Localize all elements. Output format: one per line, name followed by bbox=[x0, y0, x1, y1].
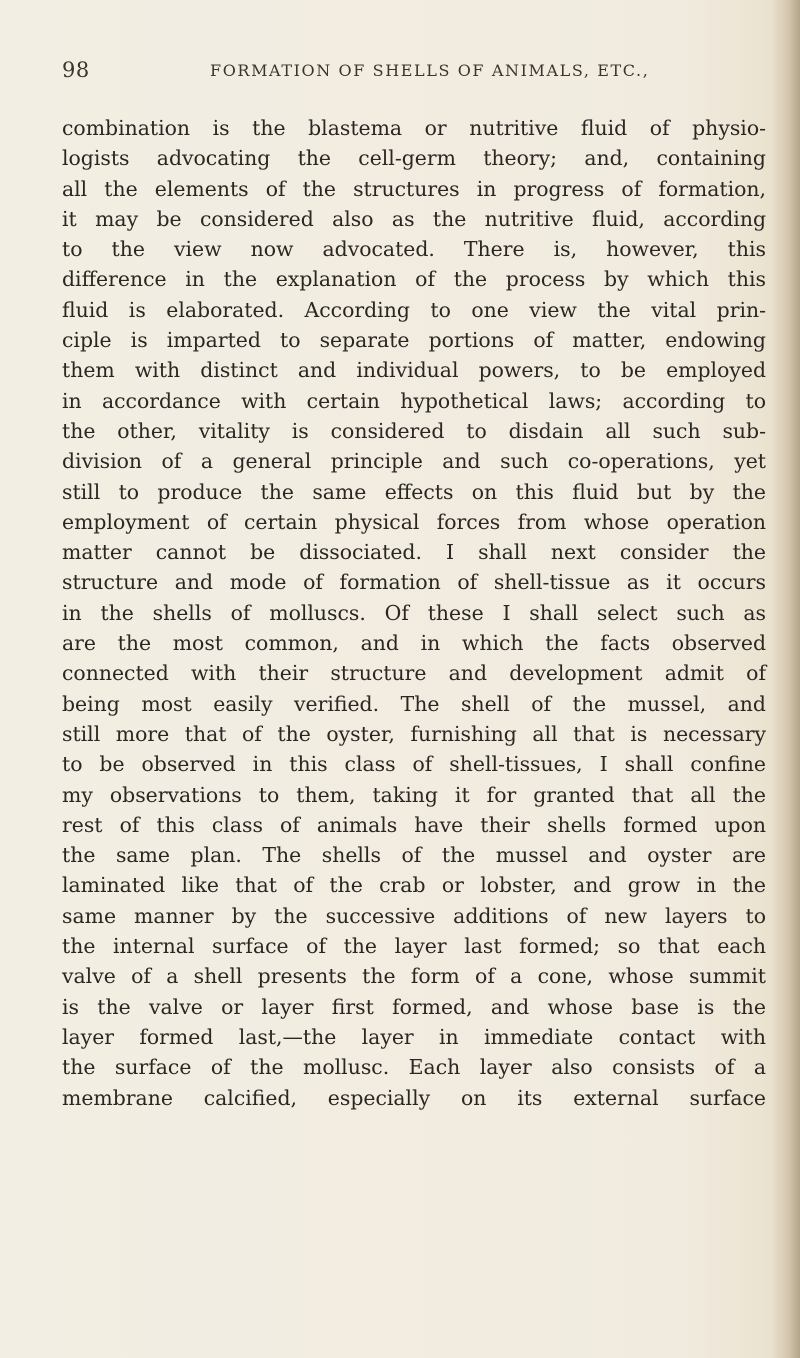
text-line: the other, vitality is considered to disdain all such sub- bbox=[62, 418, 766, 443]
text-line: them with distinct and individual powers, to be employed bbox=[62, 358, 766, 383]
text-line: to be observed in this class of shell-tissues, I shall confine bbox=[62, 752, 766, 777]
text-line: is the valve or layer first formed, and whose base is the bbox=[62, 994, 766, 1019]
text-line: the surface of the mollusc. Each layer also consists of a bbox=[62, 1055, 766, 1080]
text-line: the same plan. The shells of the mussel and oyster are bbox=[62, 843, 766, 868]
text-line: structure and mode of formation of shell-tissue as it occurs bbox=[62, 570, 766, 595]
body-paragraph bbox=[62, 113, 766, 1113]
text-line: all the elements of the structures in progress of formation, bbox=[62, 176, 766, 201]
text-line: laminated like that of the crab or lobster, and grow in the bbox=[62, 873, 766, 898]
text-line: valve of a shell presents the form of a cone, whose summit bbox=[62, 964, 766, 989]
page-number: 98 bbox=[62, 58, 90, 82]
text-line: to the view now advocated. There is, however, this bbox=[62, 237, 766, 262]
text-line: membrane calcified, especially on its external surface bbox=[62, 1085, 766, 1110]
text-line: ciple is imparted to separate portions of matter, endowing bbox=[62, 328, 766, 353]
text-line: employment of certain physical forces from whose operation bbox=[62, 509, 766, 534]
text-line: rest of this class of animals have their shells formed upon bbox=[62, 812, 766, 837]
text-line: connected with their structure and development admit of bbox=[62, 661, 766, 686]
text-line: difference in the explanation of the process by which this bbox=[62, 267, 766, 292]
text-line: are the most common, and in which the facts observed bbox=[62, 631, 766, 656]
text-line: division of a general principle and such co-operations, yet bbox=[62, 449, 766, 474]
text-line: logists advocating the cell-germ theory; and, containing bbox=[62, 146, 766, 171]
text-line: in accordance with certain hypothetical laws; according to bbox=[62, 388, 766, 413]
page-edge-shadow bbox=[772, 0, 800, 1358]
text-line: still more that of the oyster, furnishing all that is necessary bbox=[62, 721, 766, 746]
text-line: combination is the blastema or nutritive fluid of physio- bbox=[62, 116, 766, 140]
text-line: the internal surface of the layer last formed; so that each bbox=[62, 934, 766, 959]
text-line: being most easily verified. The shell of the mussel, and bbox=[62, 691, 766, 716]
text-line: in the shells of molluscs. Of these I shall select such as bbox=[62, 600, 766, 625]
text-line: same manner by the successive additions of new layers to bbox=[62, 903, 766, 928]
text-line: fluid is elaborated. According to one view the vital prin- bbox=[62, 297, 766, 322]
page-header bbox=[62, 58, 752, 86]
text-line: still to produce the same effects on this fluid but by the bbox=[62, 479, 766, 504]
text-line: layer formed last,—the layer in immediate contact with bbox=[62, 1024, 766, 1049]
text-line: matter cannot be dissociated. I shall next consider the bbox=[62, 540, 766, 565]
text-line: it may be considered also as the nutritive fluid, according bbox=[62, 206, 766, 231]
text-line: my observations to them, taking it for granted that all the bbox=[62, 782, 766, 807]
running-title: FORMATION OF SHELLS OF ANIMALS, ETC., bbox=[210, 61, 650, 80]
